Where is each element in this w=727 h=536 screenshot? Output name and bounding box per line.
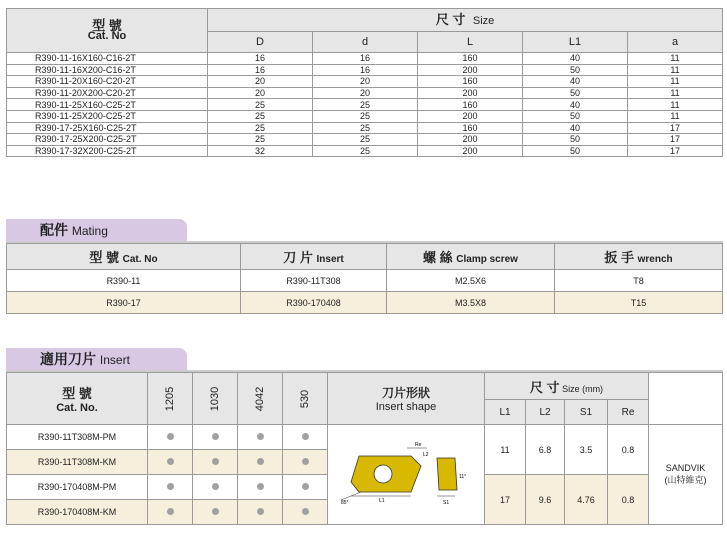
size-value-cell: 160 — [418, 99, 523, 111]
size-value-cell: 17 — [628, 134, 723, 146]
size-value-cell: 50 — [523, 134, 628, 146]
available-dot-icon — [212, 483, 219, 490]
grade-header-4042: 4042 — [238, 373, 283, 425]
col-header-d: d — [313, 32, 418, 53]
size-table-row — [7, 76, 723, 88]
cat-no-cell: R390-11-20X200-C20-2T — [7, 87, 208, 99]
insert-shape-drawing — [328, 425, 485, 525]
available-dot-icon — [257, 483, 264, 490]
s1-label: S1 — [443, 499, 450, 506]
size-value-cell: 160 — [418, 76, 523, 88]
size-value-cell: 200 — [418, 110, 523, 122]
grade-dot — [148, 425, 193, 450]
col-header-a: a — [628, 32, 723, 53]
size-header: 尺 寸 Size — [208, 9, 723, 32]
mating-header-wrench: 扳 手 wrench — [555, 244, 723, 270]
available-dot-icon — [167, 458, 174, 465]
size-cell: 9.6 — [526, 475, 565, 525]
mating-header-screw: 螺 絲 Clamp screw — [387, 244, 555, 270]
size-value-cell: 25 — [313, 145, 418, 157]
insert-row-cat: R390-170408M-PM — [7, 475, 148, 500]
brand-name: SANDVIK — [665, 463, 706, 473]
insert-shape-drawing-svg — [331, 434, 481, 514]
cat-no-cell: R390-11-25X160-C25-2T — [7, 99, 208, 111]
available-dot-icon — [257, 458, 264, 465]
available-dot-icon — [302, 458, 309, 465]
insert-shape-side-view — [437, 458, 457, 490]
mating-cell: T15 — [555, 292, 723, 314]
cat-no-cell: R390-17-25X160-C25-2T — [7, 122, 208, 134]
grade-dot — [148, 450, 193, 475]
brand-cell — [649, 425, 723, 525]
grade-header-1030: 1030 — [193, 373, 238, 425]
available-dot-icon — [212, 508, 219, 515]
size-value-cell: 50 — [523, 64, 628, 76]
size-table-row — [7, 134, 723, 146]
grade-header-530: 530 — [283, 373, 328, 425]
size-value-cell: 25 — [208, 122, 313, 134]
mating-cell: R390-11T308 — [241, 270, 387, 292]
size-value-cell: 200 — [418, 64, 523, 76]
size-value-cell: 200 — [418, 134, 523, 146]
size-table-row — [7, 53, 723, 65]
size-col-S1: S1 — [565, 400, 608, 425]
mating-header-insert: 刀 片 Insert — [241, 244, 387, 270]
size-col-Re: Re — [608, 400, 649, 425]
size-value-cell: 20 — [208, 76, 313, 88]
size-value-cell: 16 — [313, 53, 418, 65]
brand-header-blank — [649, 373, 723, 425]
mating-cell: M3.5X8 — [387, 292, 555, 314]
size-col-L1: L1 — [485, 400, 526, 425]
mating-cell: R390-17 — [7, 292, 241, 314]
cat-no-cell: R390-11-16X200-C16-2T — [7, 64, 208, 76]
mating-section-tab: 配件 Mating — [6, 219, 187, 241]
size-cell: 6.8 — [526, 425, 565, 475]
available-dot-icon — [302, 483, 309, 490]
mating-cell: R390-11 — [7, 270, 241, 292]
insert-row-cat: R390-11T308M-KM — [7, 450, 148, 475]
size-cell: 11 — [485, 425, 526, 475]
size-value-cell: 160 — [418, 122, 523, 134]
mating-cell: M2.5X6 — [387, 270, 555, 292]
size-value-cell: 200 — [418, 87, 523, 99]
mating-row — [7, 292, 723, 314]
size-value-cell: 25 — [313, 122, 418, 134]
mating-table — [6, 243, 723, 314]
size-value-cell: 20 — [313, 76, 418, 88]
clearance-label: 11° — [459, 473, 467, 480]
size-cell: 0.8 — [608, 475, 649, 525]
size-value-cell: 40 — [523, 99, 628, 111]
grade-dot — [238, 450, 283, 475]
insert-section-tab: 適用刀片 Insert — [6, 348, 187, 370]
grade-dot — [238, 500, 283, 525]
cat-no-cell: R390-11-16X160-C16-2T — [7, 53, 208, 65]
grade-header-1205: 1205 — [148, 373, 193, 425]
size-value-cell: 11 — [628, 53, 723, 65]
grade-dot — [193, 500, 238, 525]
size-cell: 17 — [485, 475, 526, 525]
col-header-L1: L1 — [523, 32, 628, 53]
available-dot-icon — [212, 433, 219, 440]
size-value-cell: 32 — [208, 145, 313, 157]
size-table — [6, 8, 723, 157]
size-value-cell: 50 — [523, 145, 628, 157]
size-value-cell: 50 — [523, 110, 628, 122]
available-dot-icon — [257, 508, 264, 515]
size-value-cell: 20 — [208, 87, 313, 99]
grade-dot — [193, 475, 238, 500]
size-value-cell: 16 — [208, 53, 313, 65]
insert-shape-header: 刀片形狀 Insert shape — [328, 373, 485, 425]
grade-dot — [148, 500, 193, 525]
insert-table — [6, 372, 723, 525]
grade-dot — [148, 475, 193, 500]
angle-label: 85° — [341, 499, 349, 506]
l2-label: L2 — [423, 451, 429, 458]
size-value-cell: 11 — [628, 64, 723, 76]
available-dot-icon — [302, 433, 309, 440]
size-value-cell: 200 — [418, 145, 523, 157]
size-table-row — [7, 99, 723, 111]
insert-row-cat: R390-11T308M-PM — [7, 425, 148, 450]
l1-label: L1 — [379, 497, 385, 504]
cat-no-header: 型 號 Cat. No — [7, 9, 208, 53]
available-dot-icon — [257, 433, 264, 440]
cat-no-cell: R390-17-25X200-C25-2T — [7, 134, 208, 146]
size-value-cell: 11 — [628, 99, 723, 111]
size-table-row — [7, 145, 723, 157]
available-dot-icon — [302, 508, 309, 515]
size-value-cell: 40 — [523, 122, 628, 134]
grade-dot — [238, 425, 283, 450]
re-label: Re — [415, 441, 422, 448]
brand-name-cn: (山特維克) — [664, 475, 707, 485]
size-value-cell: 25 — [313, 134, 418, 146]
insert-row-cat: R390-170408M-KM — [7, 500, 148, 525]
available-dot-icon — [212, 458, 219, 465]
size-value-cell: 25 — [208, 134, 313, 146]
size-value-cell: 40 — [523, 76, 628, 88]
col-header-L: L — [418, 32, 523, 53]
insert-size-header: 尺 寸 Size (mm) — [485, 373, 649, 400]
available-dot-icon — [167, 508, 174, 515]
available-dot-icon — [167, 433, 174, 440]
grade-dot — [283, 500, 328, 525]
mating-cell: T8 — [555, 270, 723, 292]
size-value-cell: 25 — [313, 99, 418, 111]
insert-hole — [374, 465, 392, 483]
grade-dot — [193, 450, 238, 475]
size-cell: 4.76 — [565, 475, 608, 525]
size-value-cell: 160 — [418, 53, 523, 65]
size-table-row — [7, 122, 723, 134]
size-table-row — [7, 64, 723, 76]
size-value-cell: 25 — [313, 110, 418, 122]
size-value-cell: 50 — [523, 87, 628, 99]
mating-header-cat: 型 號 Cat. No — [7, 244, 241, 270]
size-col-L2: L2 — [526, 400, 565, 425]
size-value-cell: 40 — [523, 53, 628, 65]
size-value-cell: 20 — [313, 87, 418, 99]
grade-dot — [283, 475, 328, 500]
grade-dot — [238, 475, 283, 500]
size-cell: 3.5 — [565, 425, 608, 475]
mating-cell: R390-170408 — [241, 292, 387, 314]
size-table-row — [7, 87, 723, 99]
size-value-cell: 17 — [628, 145, 723, 157]
size-value-cell: 11 — [628, 110, 723, 122]
cat-no-cell: R390-17-32X200-C25-2T — [7, 145, 208, 157]
size-value-cell: 25 — [208, 110, 313, 122]
size-value-cell: 16 — [313, 64, 418, 76]
mating-row — [7, 270, 723, 292]
cat-no-cell: R390-11-20X160-C20-2T — [7, 76, 208, 88]
grade-dot — [283, 450, 328, 475]
size-value-cell: 17 — [628, 122, 723, 134]
available-dot-icon — [167, 483, 174, 490]
size-value-cell: 11 — [628, 87, 723, 99]
grade-dot — [193, 425, 238, 450]
size-value-cell: 25 — [208, 99, 313, 111]
col-header-D: D — [208, 32, 313, 53]
size-value-cell: 11 — [628, 76, 723, 88]
insert-header-cat: 型 號 Cat. No. — [7, 373, 148, 425]
grade-dot — [283, 425, 328, 450]
size-table-row — [7, 110, 723, 122]
cat-no-cell: R390-11-25X200-C25-2T — [7, 110, 208, 122]
size-cell: 0.8 — [608, 425, 649, 475]
size-value-cell: 16 — [208, 64, 313, 76]
